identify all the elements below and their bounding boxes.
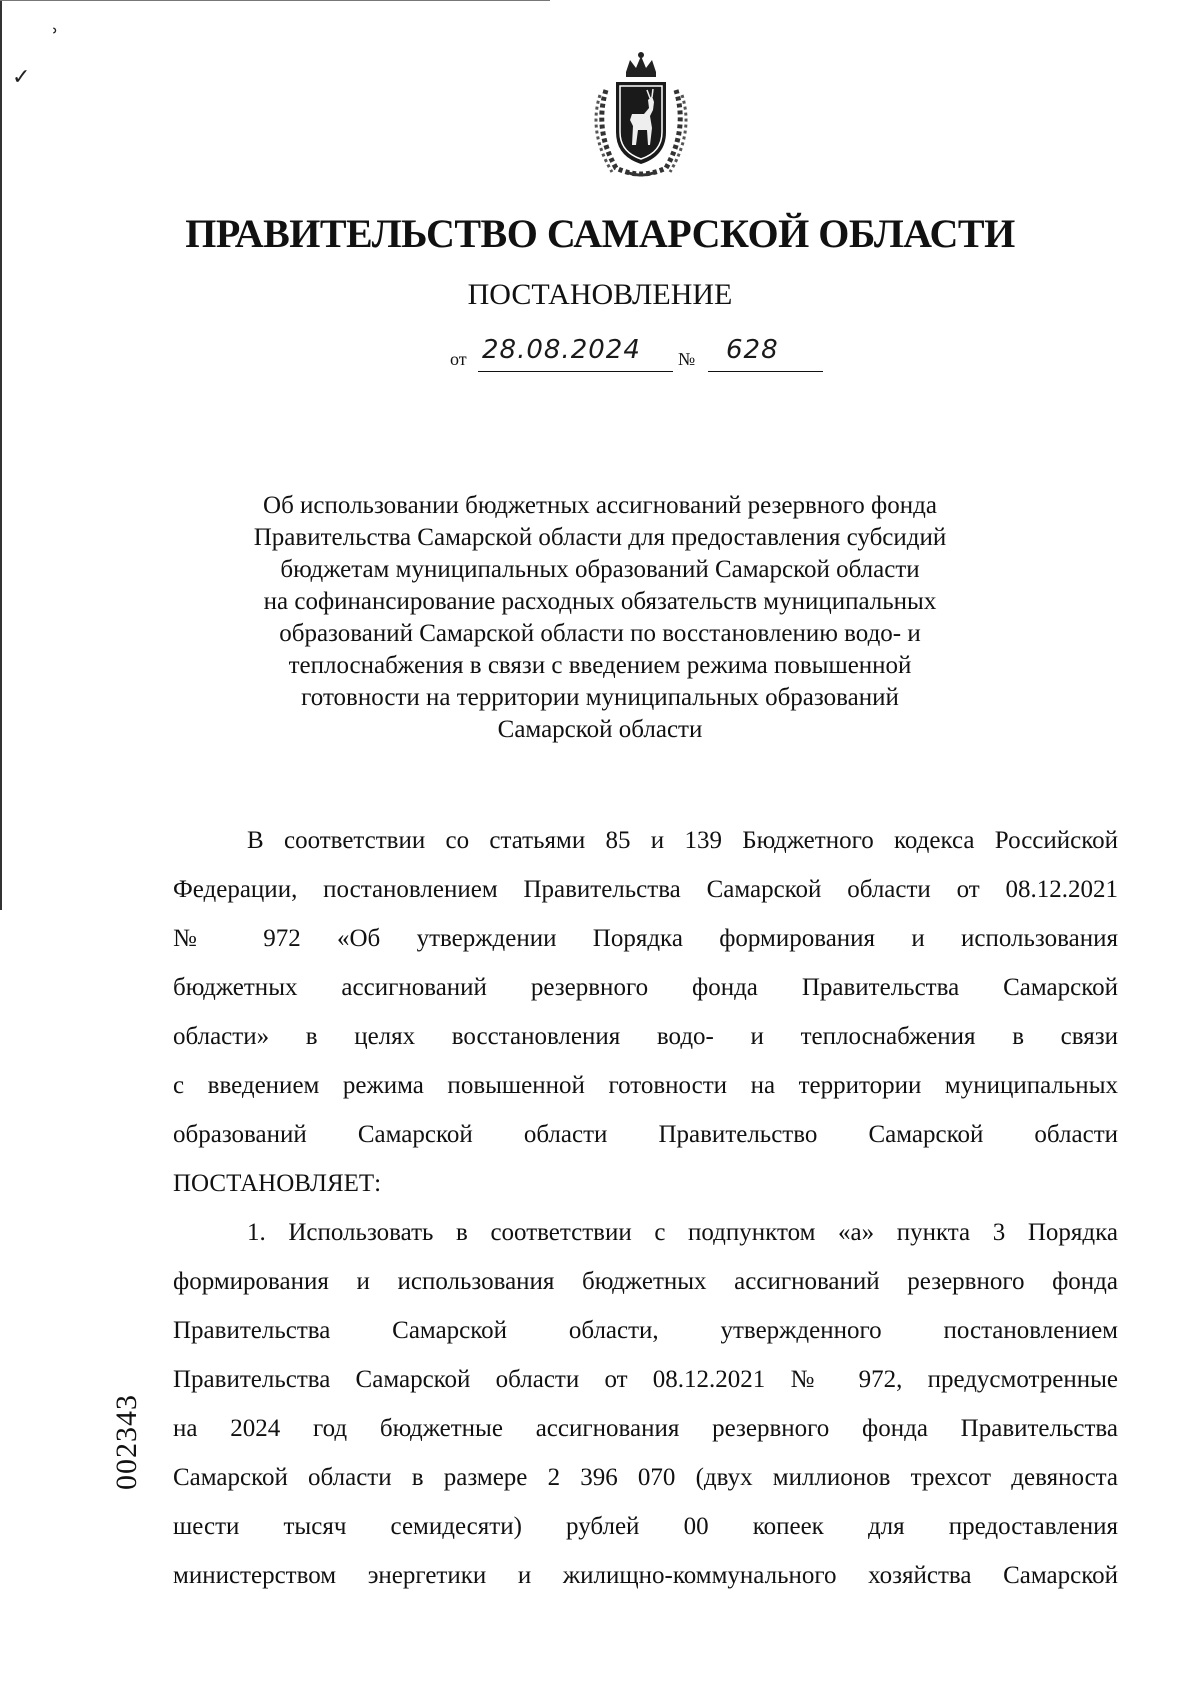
body-line: министерством энергетики и жилищно-коммунального хозяйства Самарской — [173, 1562, 1118, 1589]
body-line: на 2024 год бюджетные ассигнования резервного фонда Правительства — [173, 1415, 1118, 1442]
body-line: № 972 «Об утверждении Порядка формирования и использования — [173, 925, 1118, 952]
subject-line: Самарской области — [497, 716, 703, 743]
subject-line: бюджетам муниципальных образований Самарской области — [280, 556, 920, 583]
side-registration-number: 002343 — [110, 1394, 143, 1490]
subject-line: теплоснабжения в связи с введением режима повышенной — [288, 652, 912, 679]
scan-mark: ˒ — [52, 20, 59, 45]
date-number-line — [450, 335, 850, 375]
number-underline — [708, 371, 823, 372]
body-line: Правительства Самарской области от 08.12.2021 № 972, предусмотренные — [173, 1366, 1118, 1393]
scan-edge-line — [0, 0, 2, 910]
government-title: ПРАВИТЕЛЬСТВО САМАРСКОЙ ОБЛАСТИ — [185, 211, 1015, 256]
subject-line: образований Самарской области по восстановлению водо- и — [279, 620, 921, 647]
preamble-paragraph — [173, 816, 1118, 1208]
body-line: бюджетных ассигнований резервного фонда Правительства Самарской — [173, 974, 1118, 1001]
subject-line: на софинансирование расходных обязательств муниципальных — [263, 588, 937, 615]
scan-top-line — [0, 0, 550, 1]
check-mark-icon: ✓ — [12, 65, 31, 90]
handwritten-date: 28.08.2024 — [482, 335, 641, 365]
document-type: ПОСТАНОВЛЕНИЕ — [467, 278, 733, 311]
subject-line: Об использовании бюджетных ассигнований резервного фонда — [263, 492, 937, 519]
item-1-paragraph — [173, 1208, 1118, 1600]
body-line: Самарской области в размере 2 396 070 (двух миллионов трехсот девяноста — [173, 1464, 1118, 1491]
body-line: В соответствии со статьями 85 и 139 Бюджетного кодекса Российской — [247, 827, 1118, 854]
body-line: Правительства Самарской области, утвержденного постановлением — [173, 1317, 1118, 1344]
body-line: 1. Использовать в соответствии с подпунктом «а» пункта 3 Порядка — [247, 1219, 1118, 1246]
handwritten-number: 628 — [726, 335, 779, 365]
subject-line: Правительства Самарской области для предоставления субсидий — [253, 524, 947, 551]
document-subject — [200, 490, 1000, 746]
body-line: шести тысяч семидесяти) рублей 00 копеек для предоставления — [173, 1513, 1118, 1540]
subject-line: готовности на территории муниципальных образований — [301, 684, 899, 711]
date-underline — [478, 371, 673, 372]
body-line: области» в целях восстановления водо- и теплоснабжения в связи — [173, 1023, 1118, 1050]
body-line: Федерации, постановлением Правительства Самарской области от 08.12.2021 — [173, 876, 1118, 903]
body-line: ПОСТАНОВЛЯЕТ: — [173, 1170, 382, 1197]
coat-of-arms-emblem — [586, 50, 696, 180]
body-line: образований Самарской области Правительство Самарской области — [173, 1121, 1118, 1148]
date-prefix: от — [450, 349, 467, 369]
body-line: формирования и использования бюджетных ассигнований резервного фонда — [173, 1268, 1118, 1295]
body-line: с введением режима повышенной готовности на территории муниципальных — [173, 1072, 1118, 1099]
number-prefix: № — [678, 349, 696, 369]
